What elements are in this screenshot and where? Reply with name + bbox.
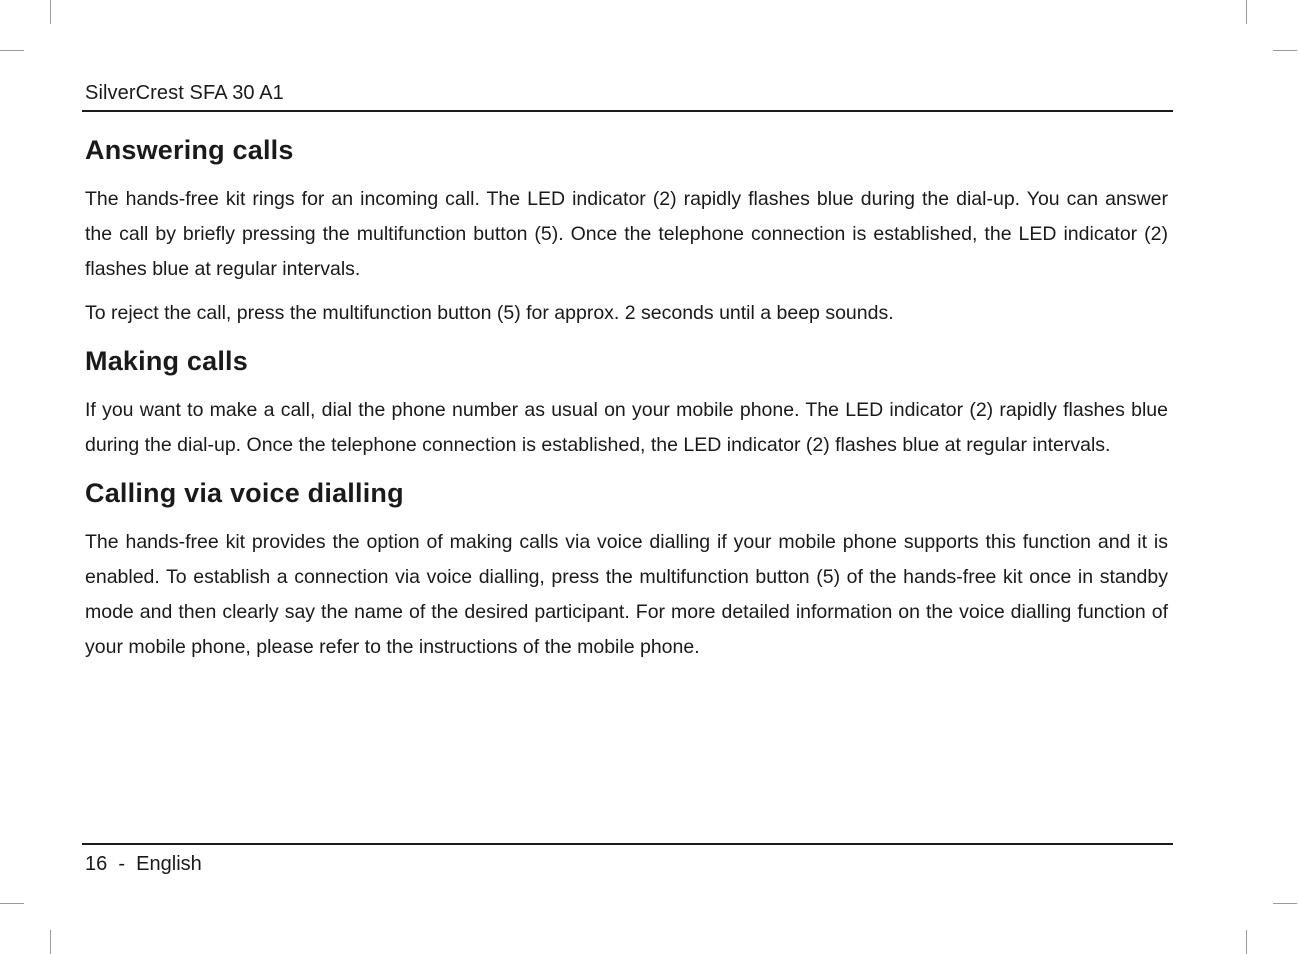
section-voice-dialling xyxy=(85,473,1168,665)
crop-mark-top-left-vertical xyxy=(50,0,51,24)
crop-mark-bottom-left-horizontal xyxy=(0,903,24,904)
section-paragraph: If you want to make a call, dial the phone number as usual on your mobile phone. The LED indicator (2) rapidly flashes blue during the dial-up. Once the telephone connection is established, the LED indicator (2) flashes blue at regular intervals. xyxy=(85,399,1168,456)
crop-mark-bottom-right-vertical xyxy=(1246,930,1247,954)
crop-mark-bottom-left-vertical xyxy=(50,930,51,954)
page-content xyxy=(85,130,1168,665)
header-rule xyxy=(82,110,1173,112)
footer-language: English xyxy=(136,853,202,875)
page-footer xyxy=(85,851,202,877)
crop-mark-top-right-horizontal xyxy=(1273,50,1297,51)
section-paragraph: The hands-free kit provides the option of making calls via voice dialling if your mobile phone supports this function and it is enabled. To establish a connection via voice dialling, press the multifunction button (5) of the hands-free kit once in standby mode and then clearly say the name of the desired participant. For more detailed information on the voice dialling function of your mobile phone, please refer to the instructions of the mobile phone. xyxy=(85,531,1168,658)
page-number: 16 xyxy=(85,853,108,875)
section-paragraph: The hands-free kit rings for an incoming call. The LED indicator (2) rapidly flashes blue during the dial-up. You can answer the call by briefly pressing the multifunction button (5). Once the telephone connection is established, the LED indicator (2) flashes blue at regular intervals. xyxy=(85,188,1168,280)
section-answering-calls xyxy=(85,130,1168,331)
footer-rule xyxy=(82,843,1173,845)
section-heading: Answering calls xyxy=(85,135,294,165)
section-paragraph: To reject the call, press the multifunction button (5) for approx. 2 seconds until a beep sounds. xyxy=(85,302,894,324)
crop-mark-bottom-right-horizontal xyxy=(1273,903,1297,904)
section-heading: Calling via voice dialling xyxy=(85,478,404,508)
section-heading: Making calls xyxy=(85,346,248,376)
footer-separator: - xyxy=(118,853,126,875)
section-making-calls xyxy=(85,341,1168,463)
crop-mark-top-right-vertical xyxy=(1246,0,1247,24)
crop-mark-top-left-horizontal xyxy=(0,50,24,51)
running-header-title: SilverCrest SFA 30 A1 xyxy=(85,82,284,104)
